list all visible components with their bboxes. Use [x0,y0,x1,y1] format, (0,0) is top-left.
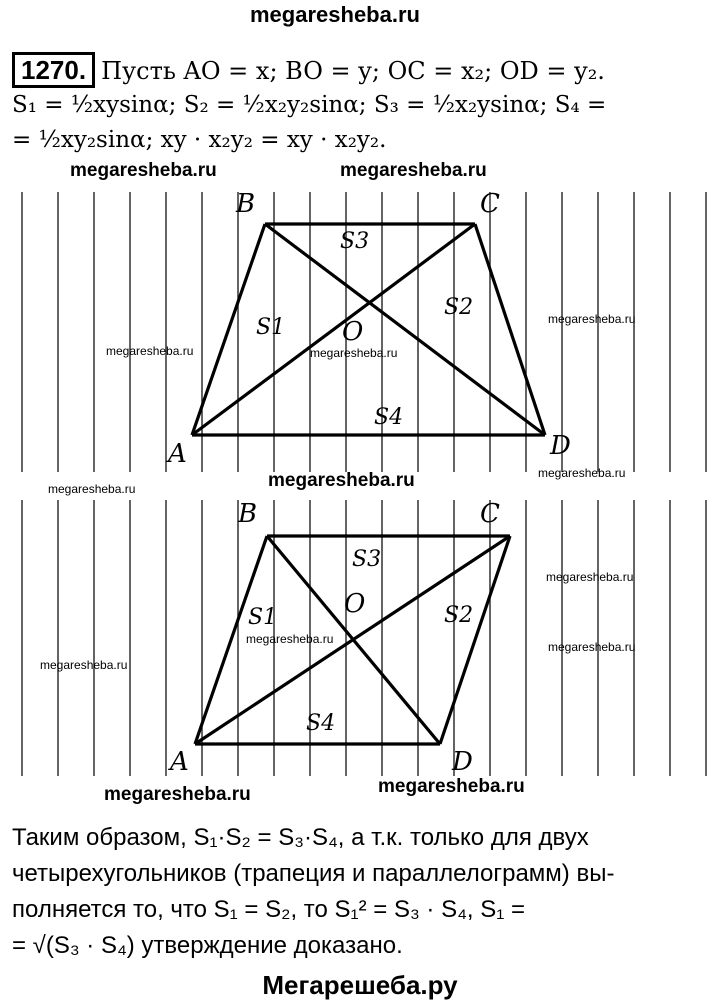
watermark-fig2-mid: megaresheba.ru [246,632,334,646]
conclusion-line-1: Таким образом, S₁·S₂ = S₃·S₄, а т.к. только для двух [12,824,589,851]
label-D: D [452,747,473,777]
label-S3: S3 [352,547,382,572]
watermark-bottom-left: megaresheba.ru [104,784,251,805]
label-S1: S1 [256,315,286,340]
label-O: O [342,317,364,347]
label-S2: S2 [444,603,474,628]
label-S1: S1 [248,605,278,630]
label-B: B [236,189,256,219]
watermark-bottom-right: megaresheba.ru [378,776,525,797]
watermark-between-right: megaresheba.ru [538,466,626,480]
figure-trapezoid [0,182,720,482]
problem-line-2: S₁ = ½xysinα; S₂ = ½x₂y₂sinα; S₃ = ½x₂ysinα; S₄ = [12,92,607,118]
conclusion-line-3: полняется то, что S₁ = S₂, то S₁² = S₃ · S₄, S₁ = [12,896,525,923]
trapezoid-shape [192,224,545,435]
grid-lines-2 [22,500,706,776]
conclusion-line-4: = √(S₃ · S₄) утверждение доказано. [12,932,403,959]
footer-brand: Мегарешеба.ру [262,970,458,1000]
watermark-fig2-right1: megaresheba.ru [546,570,634,584]
watermark-top: megaresheba.ru [250,2,420,27]
label-D: D [550,431,571,461]
label-S4: S4 [374,405,404,430]
watermark-row1-right: megaresheba.ru [340,160,487,181]
conclusion [12,820,712,964]
watermark-row1-left: megaresheba.ru [70,160,217,181]
problem-line-1 [12,52,720,88]
label-C: C [480,189,500,219]
watermark-fig1-mid: megaresheba.ru [310,346,398,360]
conclusion-line-2: четырехугольников (трапеция и параллелограмм) вы- [12,860,615,887]
watermark-fig1-right: megaresheba.ru [548,312,636,326]
label-A: A [168,439,187,469]
label-A: A [170,747,189,777]
label-B: B [238,499,258,529]
watermark-fig1-left: megaresheba.ru [106,344,194,358]
watermark-between-mid: megaresheba.ru [268,470,415,491]
watermark-fig2-right2: megaresheba.ru [548,640,636,654]
label-S3: S3 [340,229,370,254]
label-S4: S4 [306,711,336,736]
label-C: C [480,499,500,529]
label-O: O [344,589,366,619]
problem-line-3: = ½xy₂sinα; xy · x₂y₂ = xy · x₂y₂. [12,127,387,153]
problem-given: Пусть AO = x; BO = y; OC = x₂; OD = y₂. [101,57,605,85]
watermark-fig2-left: megaresheba.ru [40,658,128,672]
label-S2: S2 [444,295,474,320]
watermark-between-left: megaresheba.ru [48,482,136,496]
figure-parallelogram [0,494,720,784]
problem-number: 1270. [12,52,95,88]
